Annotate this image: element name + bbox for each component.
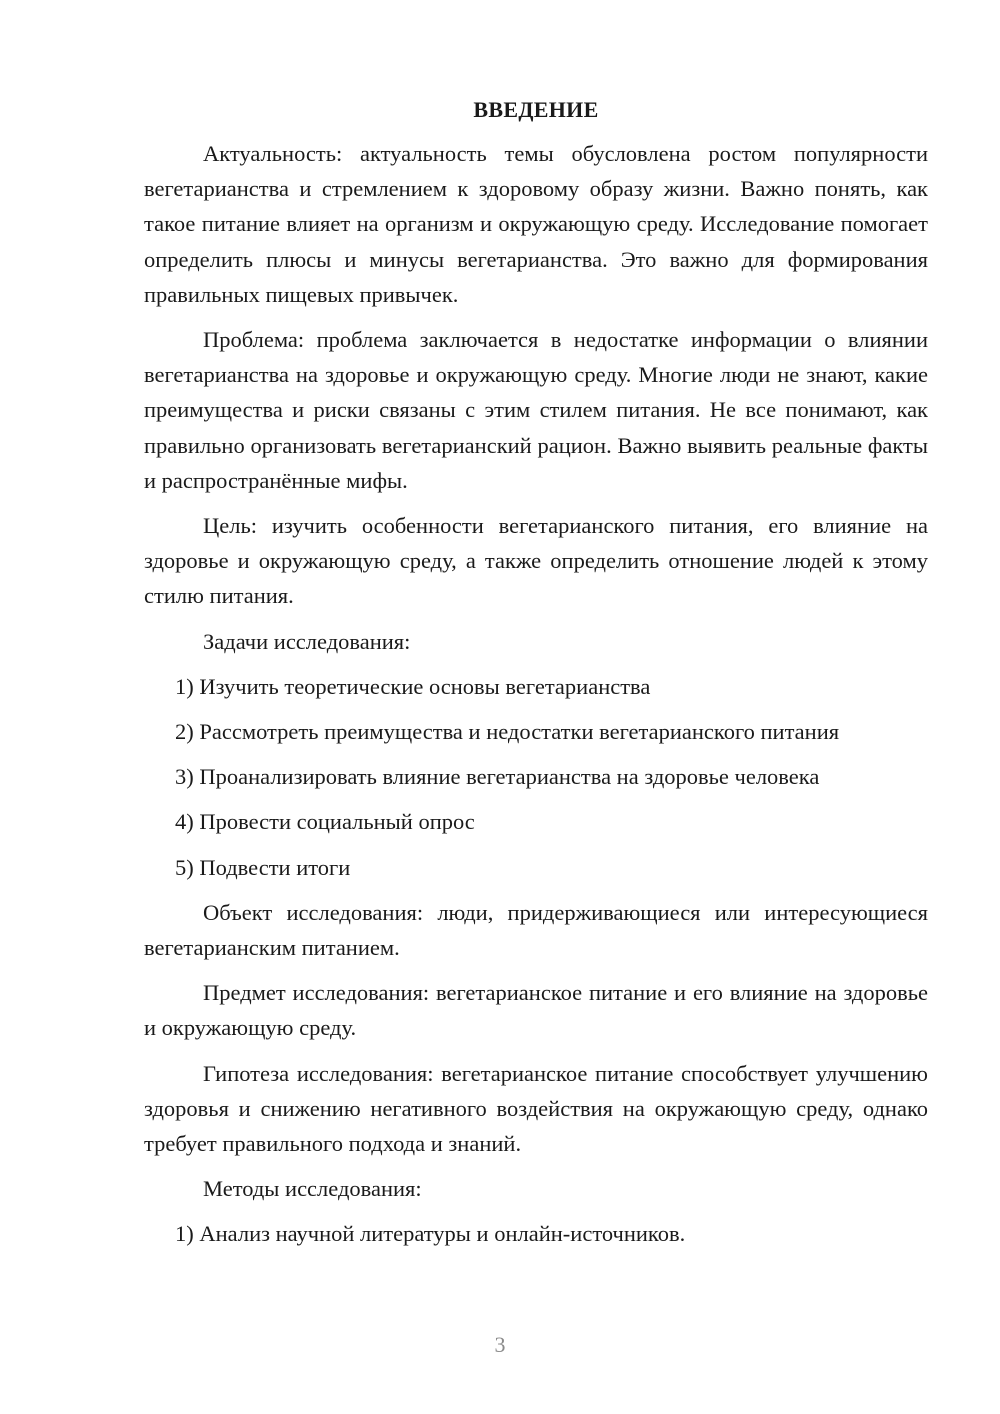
section-heading: ВВЕДЕНИЕ: [473, 97, 599, 122]
list-item: 4) Провести социальный опрос: [175, 809, 475, 835]
relevance-paragraph: Актуальность: актуальность темы обусловлена ростом популярности вегетарианства и стремлением к здоровому образу жизни. Важно понять, как такое питание влияет на организм и окружающую среду. Исследование помогает определить плюсы и минусы вегетарианства. Это важно для формирования правильных пищевых привычек.: [144, 141, 928, 307]
subject-paragraph: Предмет исследования: вегетарианское питание и его влияние на здоровье и окружающую среду.: [144, 980, 928, 1041]
goal-paragraph: Цель: изучить особенности вегетарианского питания, его влияние на здоровье и окружающую среду, а также определить отношение людей к этому стилю питания.: [144, 513, 928, 609]
list-item: 3) Проанализировать влияние вегетарианства на здоровье человека: [175, 764, 820, 790]
list-item: 1) Изучить теоретические основы вегетарианства: [175, 673, 651, 699]
methods-title: Методы исследования:: [203, 1176, 422, 1202]
methods-list: [144, 1216, 928, 1251]
document-body: [144, 94, 928, 1262]
tasks-title: Задачи исследования:: [203, 628, 411, 654]
list-item: 5) Подвести итоги: [175, 854, 351, 880]
page-number: 3: [494, 1332, 506, 1357]
object-paragraph: Объект исследования: люди, придерживающиеся или интересующиеся вегетарианским питанием.: [144, 899, 928, 961]
tasks-list: [144, 669, 928, 885]
problem-paragraph: Проблема: проблема заключается в недостатке информации о влиянии вегетарианства на здоровье и окружающую среду. Многие люди не знают, какие преимущества и риски связаны с этим стилем питания. Не все понимают, как правильно организовать вегетарианский рацион. Важно выявить реальные факты и распространённые мифы.: [144, 327, 928, 493]
list-item: 1) Анализ научной литературы и онлайн-источников.: [175, 1221, 686, 1247]
hypothesis-paragraph: Гипотеза исследования: вегетарианское питание способствует улучшению здоровья и снижению негативного воздействия на окружающую среду, однако требует правильного подхода и знаний.: [144, 1060, 928, 1157]
list-item: 2) Рассмотреть преимущества и недостатки вегетарианского питания: [175, 719, 840, 745]
